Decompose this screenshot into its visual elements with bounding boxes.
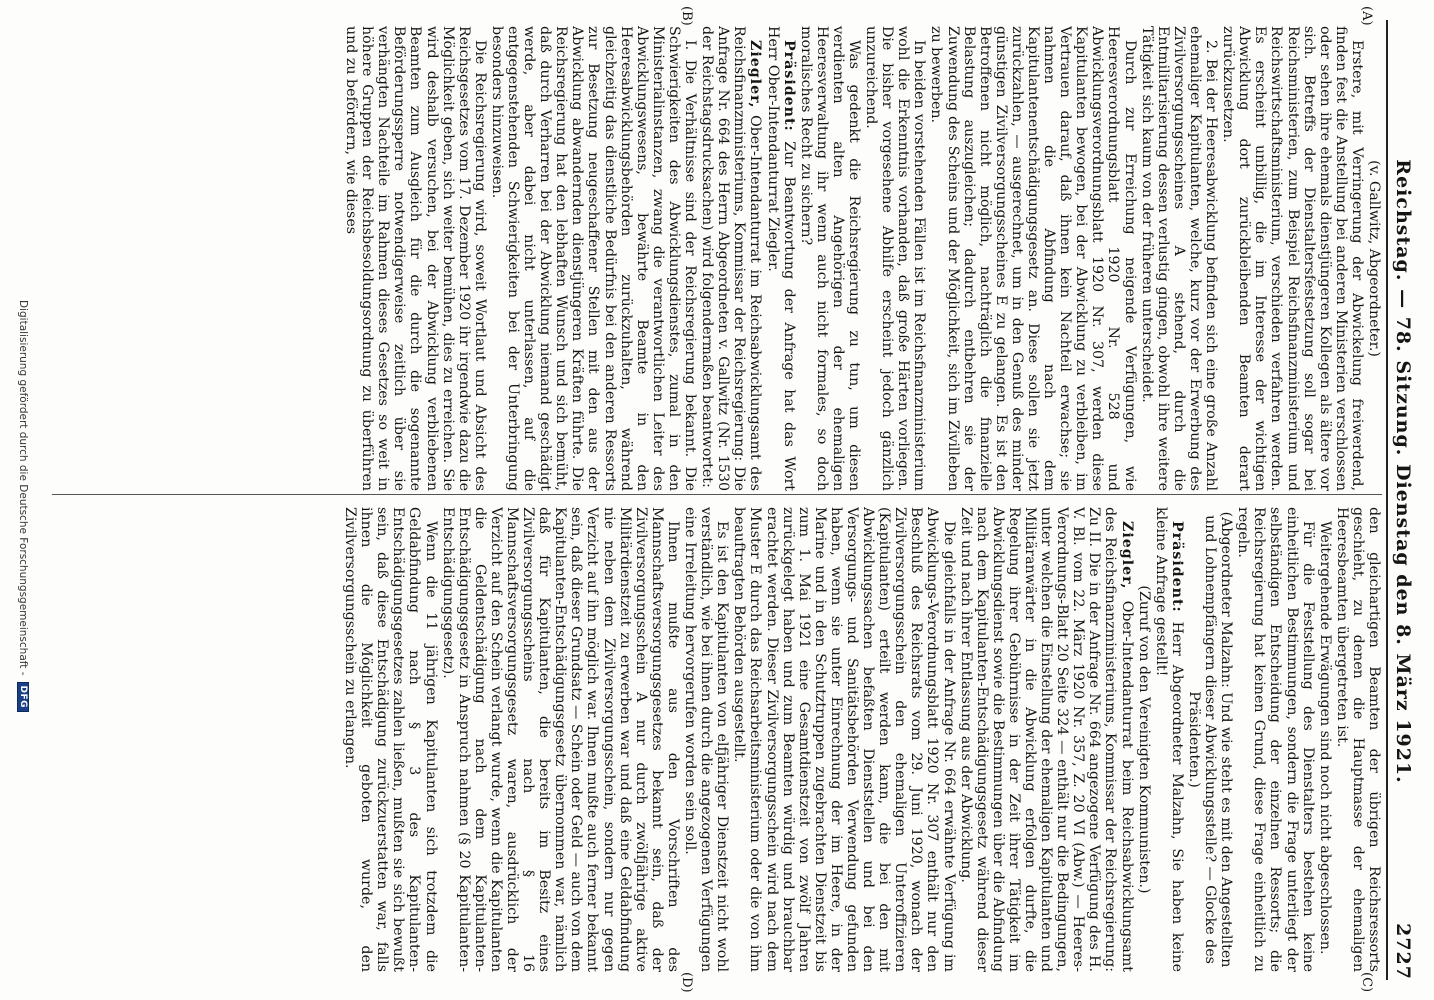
interjection: (Abgeordneter Malzahn: Und wie steht es mit den Angestellten und Lohnempfängern dieser Abwicklungsstelle? — Glocke des Präsidenten.) bbox=[1185, 511, 1235, 968]
speech-text: Zur Beantwortung der Anfrage hat das Wort Herr Ober-Intendanturrat Ziegler. bbox=[764, 26, 797, 491]
margin-marker-c: (C) bbox=[1359, 972, 1374, 993]
paragraph bbox=[1153, 507, 1185, 972]
margin-marker-d: (D) bbox=[679, 972, 694, 993]
interjection: (Zuruf von den Vereinigten Kommunisten.) bbox=[1135, 585, 1152, 894]
speech-text: Ober-Intendanturrat beim Reichsabwicklungsamt des Reichsfinanzministeriums, Kommissar der Reichsregierung: Zu II. Die in der Anfrage Nr. 664 angezogene Verfügung des H. V. Bl. vom 22. März 1920 Nr. 357, Z. 20 VI (Abw.) — Heeres-Verordnungs-Blatt 20 Seite 324 — enthält nur die Bedingungen, unter welchen die Einstellung der ehemaligen Kapitulanten und Militäranwärter in die Abwicklung erfolgen durfte, die Regelung ihrer Gebührnisse in der Zeit ihrer Tätigkeit im Abwicklungsdienst sowie die Bestimmungen über die Abfindung nach dem Kapitulanten-Entschädigungsgesetz während dieser Zeit und nach ihrer Entlassung aus der Abwicklung. bbox=[957, 507, 1135, 972]
paragraph bbox=[764, 26, 796, 491]
paragraph: den gleichartigen Beamten der übrigen Reichsressorts geschieht, zu denen die Hauptmasse der ehemaligen Heeresbeamten übergetreten ist. bbox=[1333, 507, 1382, 972]
speaker-name: Ziegler, bbox=[747, 40, 764, 109]
paragraph: Die Reichsregierung wird, soweit Wortlaut und Absicht des Reichsgesetzes vom 17. Dezember 1920 ihr irgendwie dazu die Möglichkeit geben, sich weiter bemühen, dies zu erreichen. Sie wird deshalb versuchen, bei der Abwicklung verbliebenen Beamten zum Ausgleich für die durch die sogenannte Beförderungssperre notwendigerweise zeitlich über sie verhängten Nachteile im Rahmen dieses Gesetzes so weit in höhere Gruppen der Reichsbesoldungsordnung zu überführen und zu befördern, wie dieses bbox=[343, 26, 488, 491]
paragraph: Durch zur Erreichung neigende Verfügungen, wie Heeresverordnungsblatt 1920 Nr. 528 und Abwicklungsverordnungsblatt 1920 Nr. 307, werden diese Kapitulanten bewogen, bei der Abwicklung zu verbleiben, im Vertrauen darauf, daß ihnen kein Nachteil erwachse; sie nahmen die Abfindung nach dem Kapitulantenentschädigungsgesetz an. Diese sollen sie jetzt zurückzahlen, — ausgerechnet, um in den Genuß des minder günstigen Zivilversorgungsscheines E zu gelangen. Es ist den Betroffenen nicht möglich, nachträglich die finanzielle Belastung auszugleichen; dadurch entbehren sie der Zuwendung des Scheins und der Möglichkeit, sich im Zivilleben zu bewerben. bbox=[928, 26, 1138, 491]
paragraph bbox=[699, 26, 763, 491]
margin-marker-a: (A) bbox=[1359, 6, 1374, 26]
paragraph: In beiden vorstehenden Fällen ist im Reichsfinanzministerium wohl die Erkenntnis vorhanden, daß große Härten vorliegen. Die bisher vorgesehene Abhilfe erscheint jedoch gänzlich unzureichend. bbox=[863, 26, 928, 491]
dfg-logo: DFG bbox=[17, 682, 29, 713]
paragraph: Weitergehende Erwägungen sind noch nicht abgeschlossen. bbox=[1316, 521, 1333, 955]
paragraph: Für die Feststellung des Dienstalters bestehen keine einheitlichen Bestimmungen, sondern die Frage unterliegt der selbständigen Entscheidung der einzelnen Ressorts; die Reichsregierung hat keinen Grund, diese Frage einheitlich zu regeln. bbox=[1235, 507, 1316, 972]
paragraph: Wenn die 11 jährigen Kapitulanten sich trotzdem die Geldabfindung nach § 3 des Kapitulanten-Entschädigungsgesetzes zahlen ließen, mußten sie sich bewußt sein, daß diese Entschädigung zurückzuerstatten war, falls ihnen die Möglichkeit geboten wurde, den Zivilversorgungsschein zu erlangen. bbox=[342, 507, 439, 972]
margin-marker-b: (B) bbox=[679, 6, 694, 26]
speaker-continuation: (v. Gallwitz, Abgeordneter.) bbox=[1366, 160, 1382, 357]
paragraph: Die gleichfalls in der Anfrage Nr. 664 erwähnte Verfügung im Abwicklungs-Verordnungsblatt 1920 Nr. 307 enthält nur den Beschluß des Reichsrats vom 29. Juni 1920, wonach der Zivilversorgungsschein den ehemaligen Unteroffizieren (Kapitulanten) erteilt werden kann, die bei den mit Abwicklungssachen befaßten Dienststellen und bei den Versorgungs- und Sanitätsbehörden Verwendung gefunden haben, wenn sie unter Einrechnung der im Heere, in der Marine und in den Schutztruppen zugebrachten Dienstzeit bis zum 1. Mai 1921 eine Gesamtdienstzeit von zwölf Jahren zurückgelegt haben und zum Beamten würdig und brauchbar erachtet werden. Dieser Zivilversorgungsschein wird nach dem Muster E durch das Reichsarbeitsministerium oder die von ihm beauftragten Behörden ausgestellt. bbox=[731, 507, 957, 972]
right-text-column bbox=[52, 507, 1382, 972]
speech-text: Herr Abgeordneter Malzahn, Sie haben keine kleine Anfrage gestellt! bbox=[1152, 507, 1185, 972]
speaker-name: Präsident: bbox=[780, 40, 797, 132]
paragraph: Erstere, mit Verringerung der Abwickelung freiwerdend, finden fest die Anstellung bei anderen Ministerien verschlossen oder sehen ihre ehemals dienstjüngeren Kollegen als ältere vor sich. Betreffs der Dienstaltersfestsetzung soll sogar bei Reichsministerien, zum Beispiel Reichsfinanzministerium und Reichswirtschaftsministerium, verschieden verfahren werden. Es erscheint unbillig, die im Interesse der wichtigen Abwicklung dort zurückbleibenden Beamten derart zurückzusetzen. bbox=[1220, 26, 1365, 491]
digitization-credit bbox=[17, 300, 29, 960]
speaker-name: Präsident: bbox=[1168, 521, 1185, 613]
credit-text: Digitalisierung gefördert durch die Deutsche Forschungsgemeinschaft - bbox=[17, 300, 29, 676]
speaker-name: Ziegler, bbox=[1118, 521, 1135, 590]
paragraph: Was gedenkt die Reichsregierung zu tun, um diesen verdienten alten Angehörigen der ehemaligen Heeresverwaltung ihr wenn auch nicht formales, so doch moralisches Recht zu sichern? bbox=[797, 26, 862, 491]
column-divider bbox=[52, 494, 1382, 495]
paragraph: I. Die Verhältnisse sind der Reichsregierung bekannt. Die Schwierigkeiten des Abwicklungsdienstes, zumal in den Ministerialinstanzen, zwang die verantwortlichen Leiter des Abwicklungswesens, bewährte Beamte in den Heeresabwicklungsbehörden zurückzuhalten, während gleichzeitig das dienstliche Bedürfnis bei den anderen Ressorts zur Besetzung neugeschaffener Stellen mit den aus der Abwicklung abwandernden dienstjüngeren Kräften führte. Die Reichsregierung hat den lebhaften Wunsch und sich bemüht, daß durch Verharren bei der Abwicklung niemand geschädigt werde, aber dabei nicht unterlassen, auf die entgegenstehenden Schwierigkeiten bei der Unterbringung besonders hinzuweisen. bbox=[488, 26, 699, 491]
paragraph: 2. Bei der Heeresabwicklung befinden sich eine große Anzahl ehemaliger Kapitulanten, welche, kurz vor der Erwerbung des Zivilversorgungsscheines A stehend, durch die Entmilitarisierung dessen verlustig gingen, obwohl ihre weitere Tätigkeit sich kaum von der früheren unterscheidet. bbox=[1138, 26, 1220, 491]
paragraph: Es ist den Kapitulanten von elfjähriger Dienstzeit nicht wohl verständlich, wie bei ihnen durch die angezogenen Verfügungen eine Irreleitung hervorgerufen worden sein soll. bbox=[682, 507, 731, 972]
speech-text: Ober-Intendanturrat im Reichsabwicklungsamt des Reichsfinanzministeriums, Kommissar der Reichsregierung: Die Anfrage Nr. 664 des Herrn Abgeordneten v. Gallwitz (Nr. 1530 der Reichstagsdrucksachen) wird folgendermaßen beantwortet: bbox=[699, 26, 764, 491]
paragraph: Ihnen mußte aus den Vorschriften des Mannschaftsversorgungsgesetzes bekannt sein, daß der Zivilversorgungsschein A nur durch zwölfjährige aktive Militärdienstzeit zu erwerben war und daß eine Geldabfindung nie neben dem Zivilversorgungsschein, sondern nur gegen Verzicht auf ihn möglich war. Ihnen mußte auch ferner bekannt sein, daß dieser Grundsatz — Schein oder Geld — auch von dem Kapitulanten-Entschädigungsgesetz übernommen war, nämlich daß für Kapitulanten, die bereits im Besitz eines Zivilversorgungsscheins nach § 16 Mannschaftsversorgungsgesetz waren, ausdrücklich der Verzicht auf den Schein verlangt wurde, wenn die Kapitulanten die Geldentschädigung nach dem Kapitulanten-Entschädigungsgesetz in Anspruch nahmen (§ 20 Kapitulanten-Entschädigungsgesetz). bbox=[439, 507, 681, 972]
paragraph bbox=[958, 507, 1135, 972]
header-title: Reichstag. — 78. Sitzung. Dienstag den 8. März 1921. bbox=[1392, 159, 1414, 784]
page-header bbox=[1386, 20, 1420, 980]
left-text-column bbox=[52, 26, 1382, 491]
page-number: 2727 bbox=[1392, 923, 1414, 980]
